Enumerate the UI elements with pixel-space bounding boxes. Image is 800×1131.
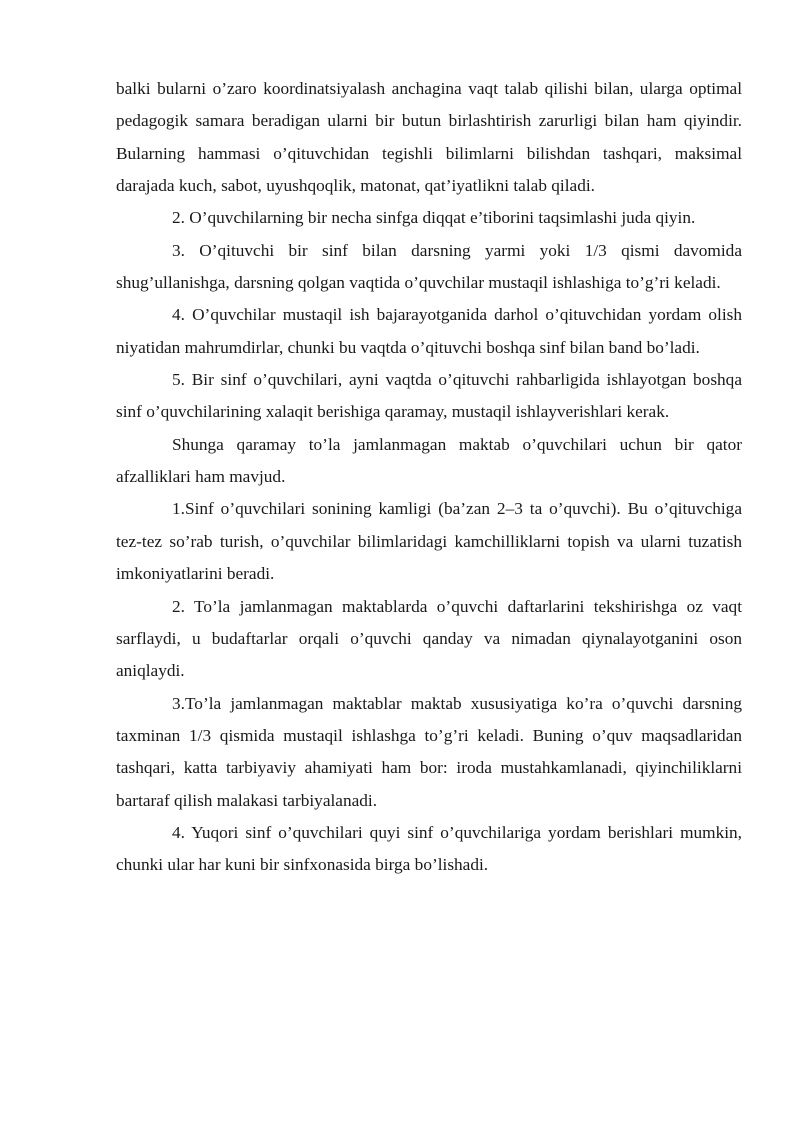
document-page — [116, 73, 742, 882]
paragraph-advantage-3: 3.To’la jamlanmagan maktablar maktab xususiyatiga ko’ra o’quvchi darsning taxminan 1/3 qismida mustaqil ishlashga to’g’ri keladi. Buning o’quv maqsadlaridan tashqari, katta tarbiyaviy ahamiyati ham bor: iroda mustahkamlanadi, qiyinchiliklarni bartaraf qilish malakasi tarbiyalanadi. — [116, 693, 742, 810]
paragraph-advantage-1: 1.Sinf o’quvchilari sonining kamligi (ba’zan 2–3 ta o’quvchi). Bu o’qituvchiga tez-tez so’rab turish, o’quvchilar bilimlaridagi kamchilliklarni topish va ularni tuzatish imkoniyatlarini beradi. — [116, 499, 742, 584]
paragraph-difficulty-5: 5. Bir sinf o’quvchilari, ayni vaqtda o’qituvchi rahbarligida ishlayotgan boshqa sinf o’quvchilarining xalaqit berishiga qaramay, mustaqil ishlayverishlari kerak. — [116, 370, 742, 422]
paragraph-advantage-4: 4. Yuqori sinf o’quvchilari quyi sinf o’quvchilariga yordam berishlari mumkin, chunki ular har kuni bir sinfxonasida birga bo’lishadi. — [116, 822, 742, 875]
paragraph-advantage-2: 2. To’la jamlanmagan maktablarda o’quvchi daftarlarini tekshirishga oz vaqt sarflaydi, u budaftarlar orqali o’quvchi qanday va nimadan qiynalayotganini oson aniqlaydi. — [116, 596, 742, 681]
paragraph-difficulty-4: 4. O’quvchilar mustaqil ish bajarayotganida darhol o’qituvchidan yordam olish niyatidan mahrumdirlar, chunki bu vaqtda o’qituvchi boshqa sinf bilan band bo’ladi. — [116, 305, 742, 357]
paragraph-intro-continuation: balki bularni o’zaro koordinatsiyalash anchagina vaqt talab qilishi bilan, ularga optimal pedagogik samara beradigan ularni bir butun birlashtirish zarurligi bilan ham qiyindir. Bularning hammasi o’qituvchidan tegishli bilimlarni bilishdan tashqari, maksimal darajada kuch, sabot, uyushqoqlik, matonat, qat’iyatlikni talab qiladi. — [116, 79, 742, 196]
paragraph-advantages-intro: Shunga qaramay to’la jamlanmagan maktab o’quvchilari uchun bir qator afzalliklari ham mavjud. — [116, 434, 742, 487]
paragraph-difficulty-3: 3. O’qituvchi bir sinf bilan darsning yarmi yoki 1/3 qismi davomida shug’ullanishga, darsning qolgan vaqtida o’quvchilar mustaqil ishlashiga to’g’ri keladi. — [116, 240, 742, 293]
paragraph-difficulty-2: 2. O’quvchilarning bir necha sinfga diqqat e’tiborini taqsimlashi juda qiyin. — [172, 208, 696, 228]
